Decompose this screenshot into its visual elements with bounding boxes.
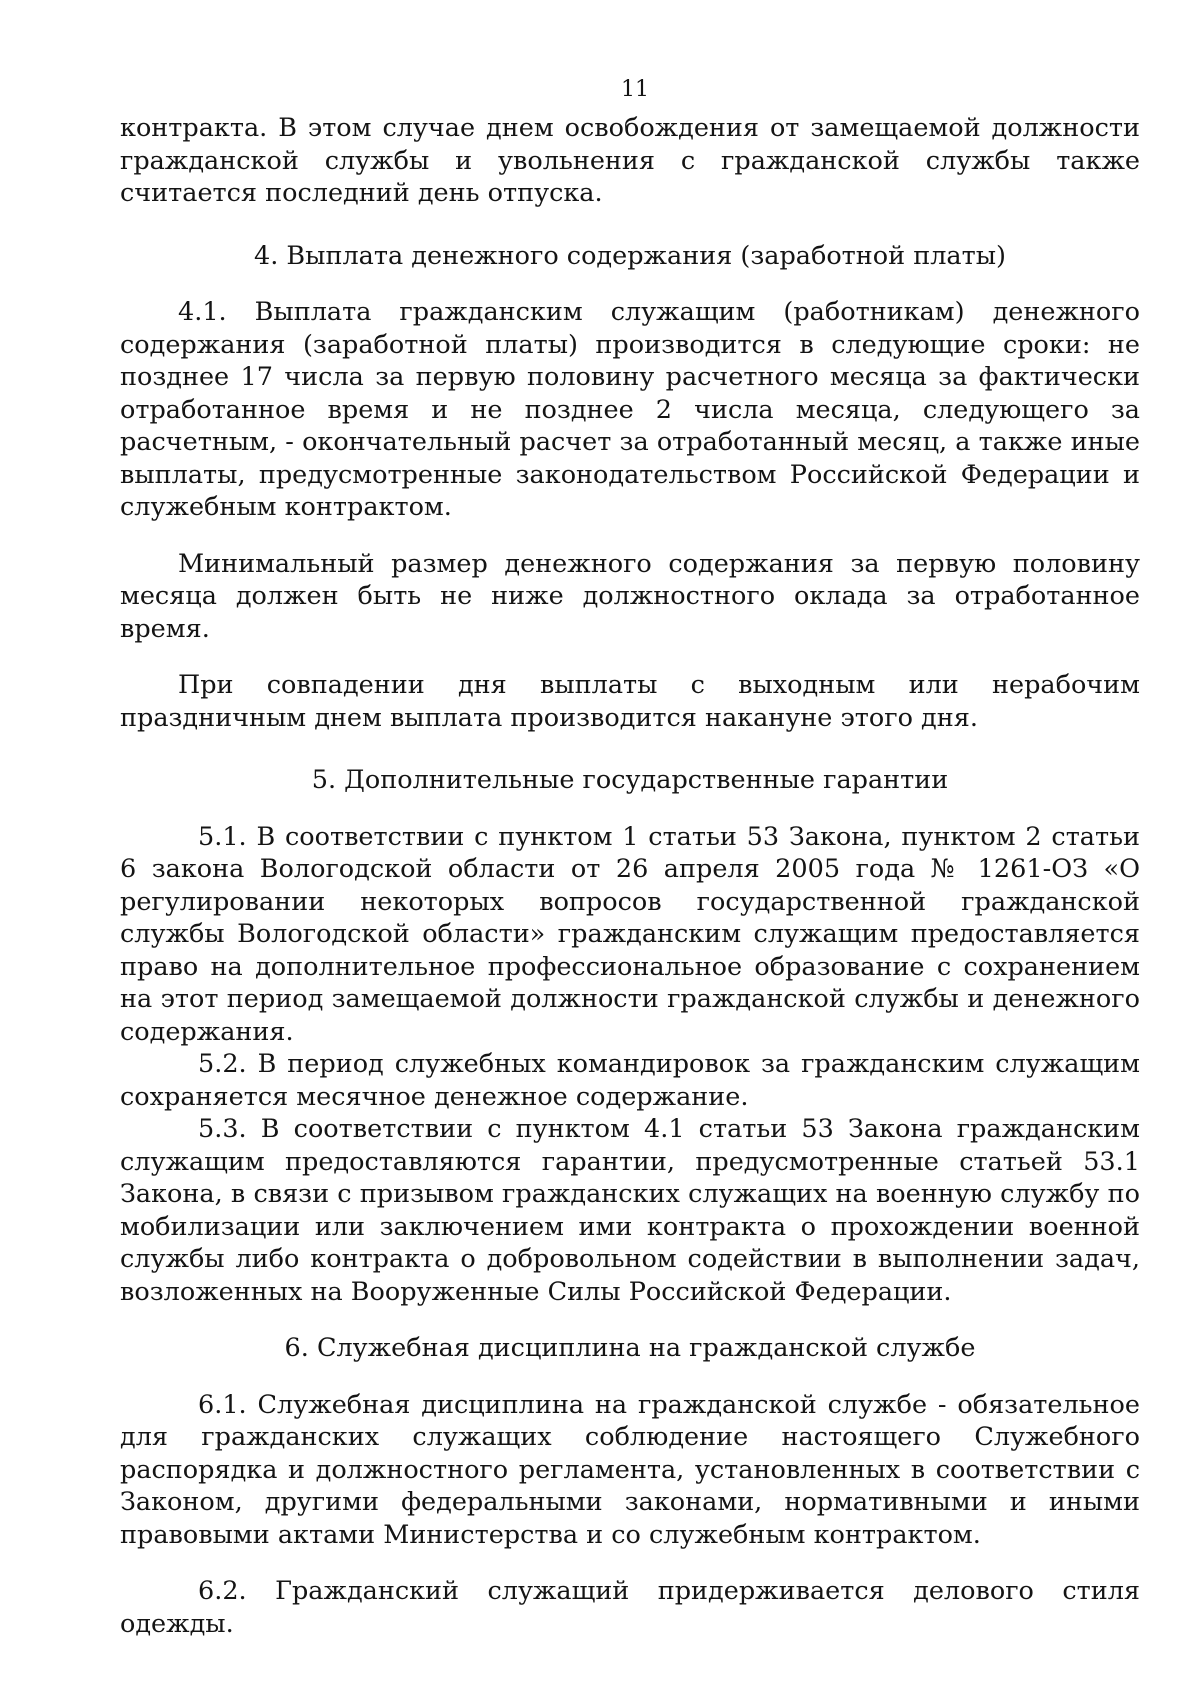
paragraph-5-3: 5.3. В соответствии с пунктом 4.1 статьи 53 Закона гражданским служащим предоставляются гарантии, предусмотренные статьей 53.1 Закона, в связи с призывом гражданских служащих на военную службу по мобилизации или заключением ими контракта о прохождении военной службы либо контракта о добровольном содействии в выполнении задач, возложенных на Вооруженные Силы Российской Федерации.	[120, 1114, 1140, 1307]
continuation-paragraph: контракта. В этом случае днем освобождения от замещаемой должности гражданской службы и увольнения с гражданской службы также считается последний день отпуска.	[120, 113, 1140, 208]
page-number: 11	[621, 77, 649, 102]
paragraph-minimum-pay: Минимальный размер денежного содержания за первую половину месяца должен быть не ниже должностного оклада за отработанное время.	[120, 548, 1140, 644]
section-4-heading: 4. Выплата денежного содержания (заработной платы)	[254, 240, 1006, 271]
paragraph-4-1: 4.1. Выплата гражданским служащим (работникам) денежного содержания (заработной платы) производится в следующие сроки: не позднее 17 числа за первую половину расчетного месяца за фактически отработанное время и не позднее 2 числа месяца, следующего за расчетным, - окончательный расчет за отработанный месяц, а также иные выплаты, предусмотренные законодательством Российской Федерации и служебным контрактом.	[120, 297, 1140, 522]
paragraph-5-1: 5.1. В соответствии с пунктом 1 статьи 53 Закона, пунктом 2 статьи 6 закона Вологодской области от 26 апреля 2005 года № 1261-ОЗ «О регулировании некоторых вопросов государственной гражданской службы Вологодской области» гражданским служащим предоставляется право на дополнительное профессиональное образование с сохранением на этот период замещаемой должности гражданской службы и денежного содержания.	[120, 821, 1140, 1047]
paragraph-6-1: 6.1. Служебная дисциплина на гражданской службе - обязательное для гражданских служащих соблюдение настоящего Служебного распорядка и должностного регламента, установленных в соответствии с Законом, другими федеральными законами, нормативными и иными правовыми актами Министерства и со служебным контрактом.	[120, 1389, 1140, 1550]
paragraph-5-2: 5.2. В период служебных командировок за гражданским служащим сохраняется месячное денежное содержание.	[120, 1049, 1140, 1112]
paragraph-holiday-payment: При совпадении дня выплаты с выходным или нерабочим праздничным днем выплата производится накануне этого дня.	[120, 670, 1140, 733]
section-6-heading: 6. Служебная дисциплина на гражданской службе	[284, 1333, 976, 1363]
section-5-heading: 5. Дополнительные государственные гарантии	[311, 765, 949, 795]
paragraph-6-2: 6.2. Гражданский служащий придерживается делового стиля одежды.	[120, 1576, 1140, 1639]
